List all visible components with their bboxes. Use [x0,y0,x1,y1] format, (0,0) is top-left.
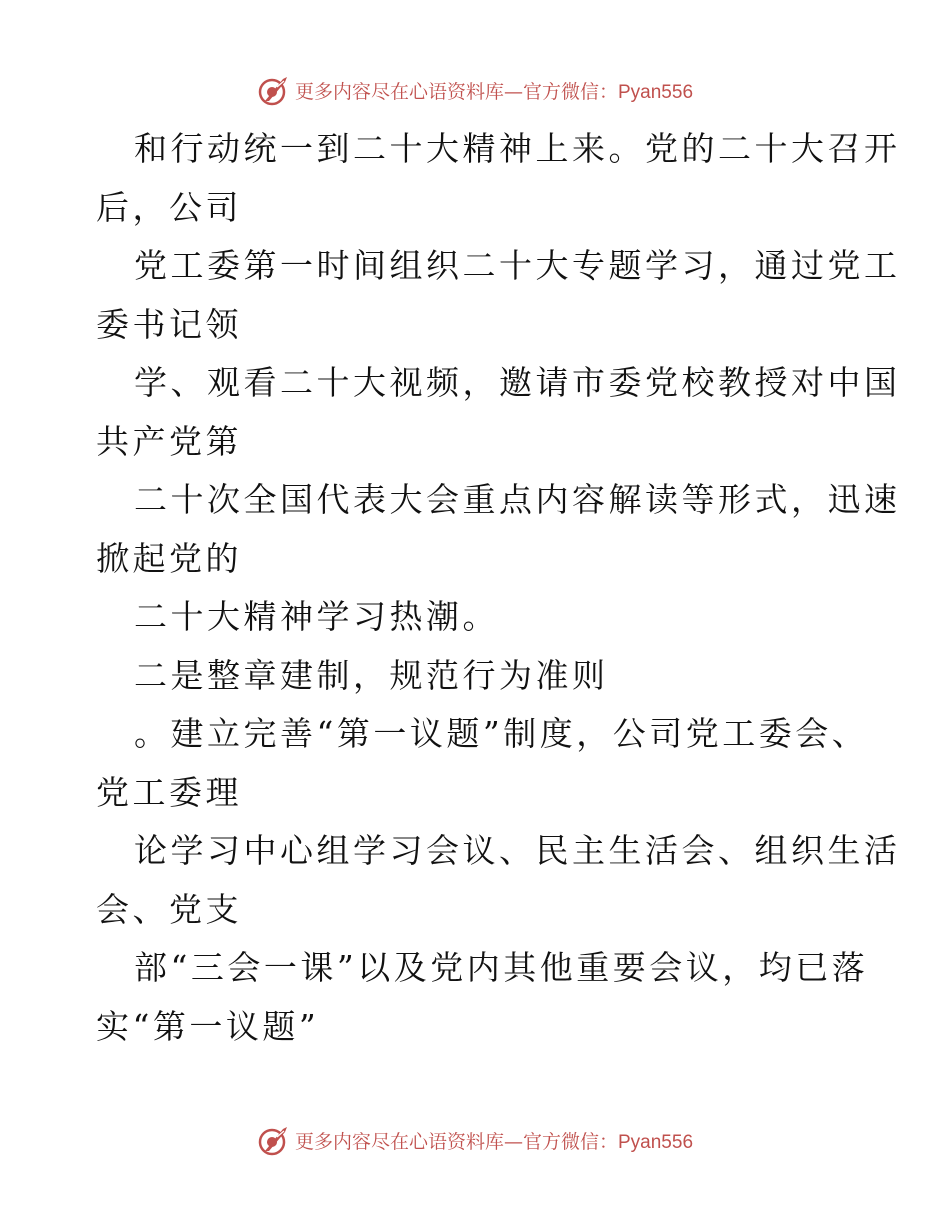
banner-wechat-label: 官方微信： [522,80,618,103]
banner-main-text: 更多内容尽在心语资料库 [294,1130,504,1153]
body-line: 后，公司 [96,187,242,227]
banner-text [295,1127,693,1154]
banner-dash: — [503,80,523,103]
body-line: 实“第一议题” [96,1006,320,1046]
body-line: 二十大精神学习热潮。 [134,597,499,636]
banner-dash: — [503,1130,523,1153]
quill-pen-logo-icon [257,1123,291,1157]
banner-main-text: 更多内容尽在心语资料库 [294,80,504,103]
footer-banner [0,1120,950,1160]
body-line: 党工委理 [96,772,242,812]
body-line: 。建立完善“第一议题”制度，公司党工委会、 [134,714,869,753]
body-line: 会、党支 [96,889,242,929]
body-line: 委书记领 [96,304,242,344]
body-line: 共产党第 [96,421,242,461]
banner-wechat-label: 官方微信： [522,1130,618,1153]
body-line: 掀起党的 [96,538,242,578]
header-banner [0,70,950,110]
document-body [96,120,901,1056]
quill-pen-logo-icon [257,73,291,107]
banner-wechat-id: Pyan556 [618,1131,694,1153]
body-line: 部“三会一课”以及党内其他重要会议，均已落 [134,948,869,987]
body-line: 和行动统一到二十大精神上来。党的二十大召开 [134,129,901,168]
banner-wechat-id: Pyan556 [618,81,694,103]
body-line: 二是整章建制，规范行为准则 [134,655,609,695]
body-line: 论学习中心组学习会议、民主生活会、组织生活 [134,831,901,870]
body-line: 二十次全国代表大会重点内容解读等形式，迅速 [134,480,901,519]
body-line: 学、观看二十大视频，邀请市委党校教授对中国 [134,363,901,402]
banner-text [295,77,693,104]
body-line: 党工委第一时间组织二十大专题学习，通过党工 [134,246,901,285]
